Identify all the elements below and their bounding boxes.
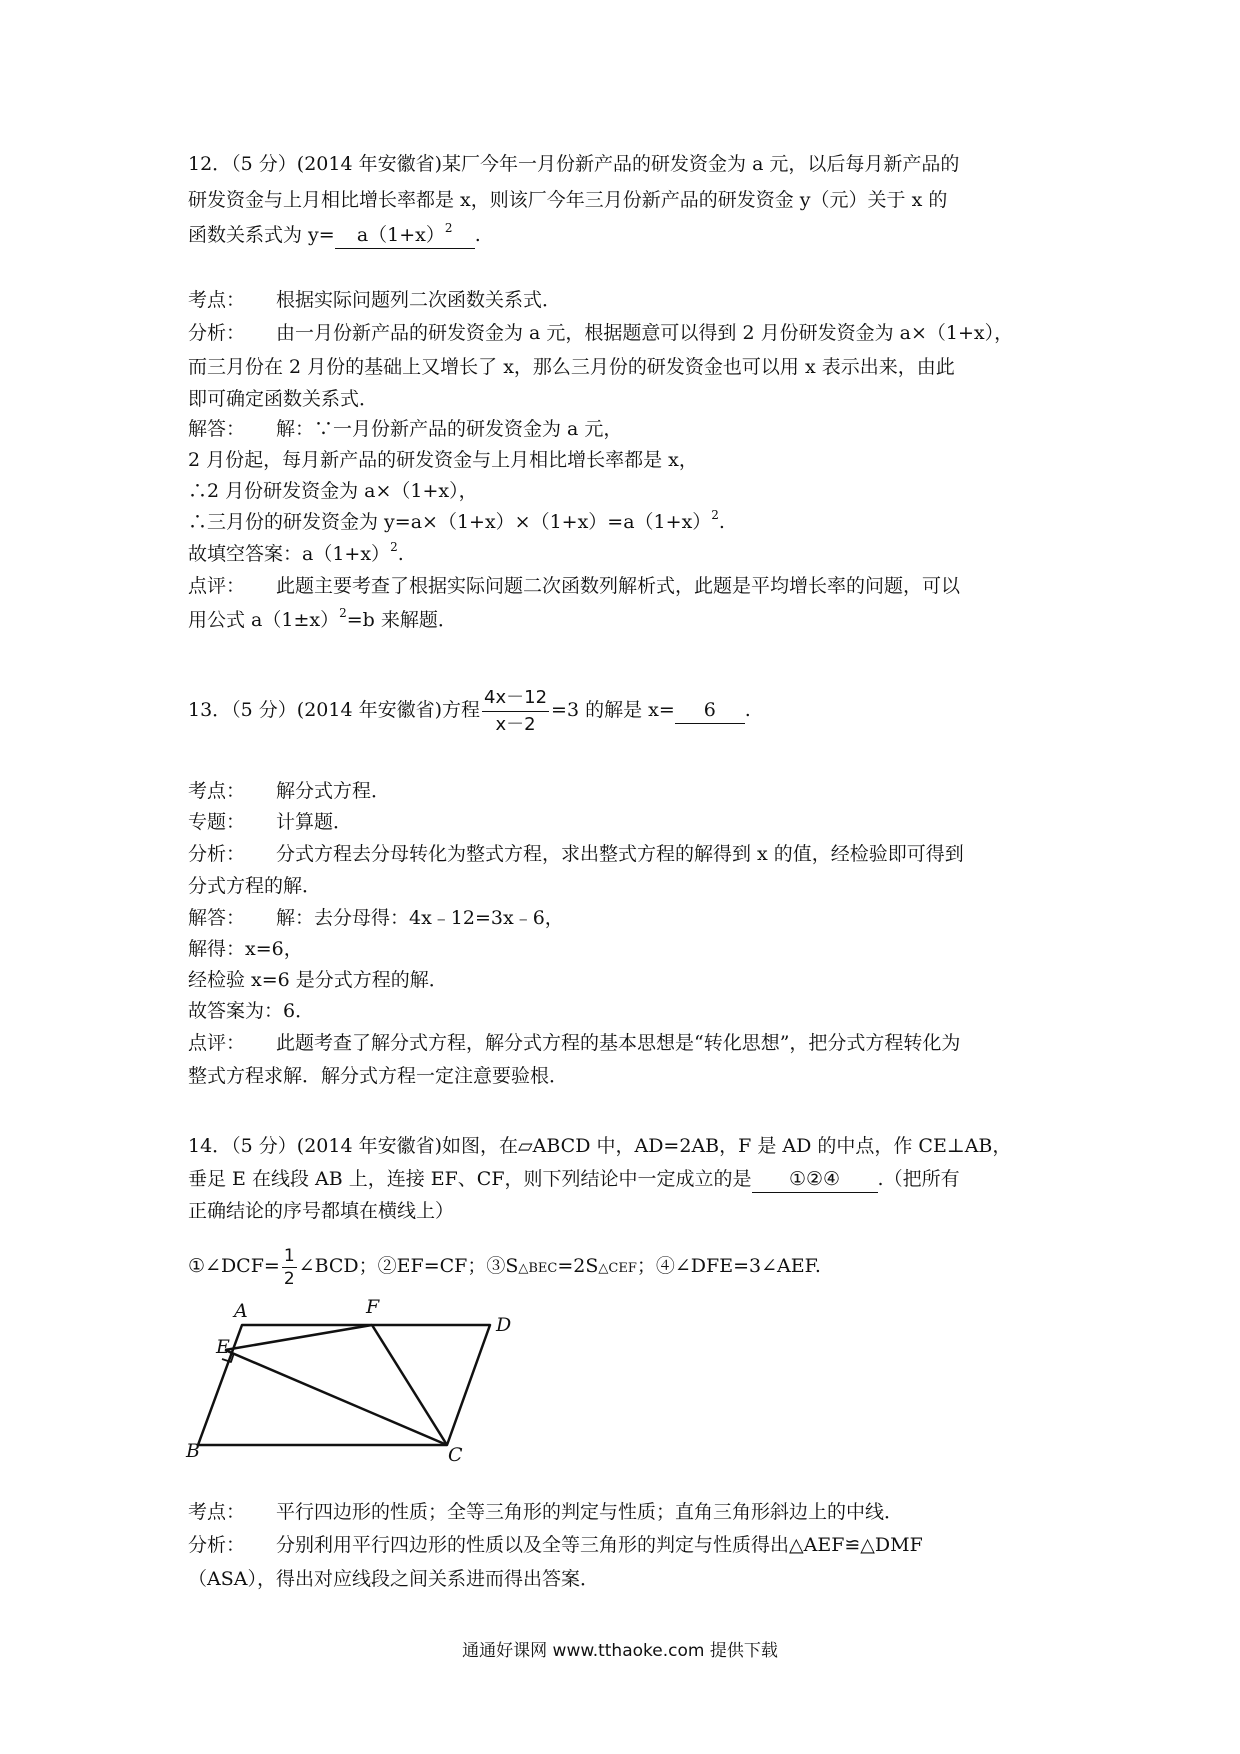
fenxi-text: 分式方程的解． — [188, 875, 322, 897]
q12-jieda-3 — [188, 477, 478, 505]
fenxi-text: 由一月份新产品的研发资金为 a 元，根据题意可以得到 2 月份研发资金为 a×（1+x）， — [276, 322, 1014, 344]
jieda-text: 解得：x=6， — [188, 938, 303, 960]
q12-answer: a（1+x） — [356, 224, 445, 246]
parallelogram-figure — [180, 1295, 520, 1465]
q14-fenxi-2 — [188, 1565, 599, 1593]
segment-fc — [372, 1325, 447, 1445]
q14-half-fraction — [282, 1245, 297, 1290]
fenxi-label: 分析： — [188, 843, 246, 865]
point-label-c: C — [448, 1444, 463, 1465]
q13-text: =3 的解是 x= — [551, 699, 675, 721]
q14-line-1 — [188, 1132, 1011, 1160]
fenxi-text: 而三月份在 2 月份的基础上又增长了 x，那么三月份的研发资金也可以用 x 表示出来，由此 — [188, 356, 955, 378]
q12-kaodian — [188, 286, 561, 314]
q12-fenxi-1 — [188, 319, 1013, 347]
jieda-text: 故答案为：6． — [188, 1000, 315, 1022]
q12-line-3 — [188, 221, 481, 249]
q12-jieda-4 — [188, 508, 725, 536]
q14-option-text: ；④∠DFE=3∠AEF. — [636, 1255, 821, 1277]
q12-jieda-1 — [188, 415, 622, 443]
q13-answer-blank — [675, 697, 745, 724]
q12-dianping-1 — [188, 572, 960, 600]
q14-answer: ①②④ — [788, 1168, 841, 1190]
q14-fenxi-1 — [188, 1531, 923, 1559]
point-label-a: A — [234, 1300, 248, 1322]
fraction-numerator: 1 — [283, 1245, 295, 1266]
q14-text-2b: .（把所有 — [877, 1168, 960, 1190]
dianping-text: 用公式 a（1±x） — [188, 609, 340, 631]
q12-fenxi-3 — [188, 385, 378, 413]
dianping-text: 整式方程求解．解分式方程一定注意要验根． — [188, 1065, 569, 1087]
q13-jieda-1 — [188, 904, 564, 932]
jieda-text: 解：去分母得：4x﹣12=3x﹣6， — [276, 907, 564, 929]
q14-text-2: 垂足 E 在线段 AB 上，连接 EF、CF，则下列结论中一定成立的是 — [188, 1168, 752, 1190]
q13-period: . — [744, 699, 751, 721]
segment-ec — [225, 1350, 447, 1445]
q13-dianping-2 — [188, 1062, 568, 1090]
q12-period: . — [474, 224, 481, 246]
q12-text-2: 研发资金与上月相比增长率都是 x，则该厂今年三月份新产品的研发资金 y（元）关于 x 的 — [188, 189, 948, 211]
q14-kaodian — [188, 1498, 903, 1526]
dianping-label: 点评： — [188, 1032, 246, 1054]
kaodian-text: 根据实际问题列二次函数关系式． — [276, 289, 562, 311]
q12-line-2 — [188, 186, 947, 214]
q13-fenxi-2 — [188, 872, 321, 900]
subscript: △BEC — [518, 1261, 558, 1276]
q14-option-text: ①∠DCF= — [188, 1255, 280, 1277]
fraction-numerator: 4x－12 — [482, 685, 549, 712]
kaodian-label: 考点： — [188, 1501, 246, 1523]
dianping-label: 点评： — [188, 575, 246, 597]
q14-text-3: 正确结论的序号都填在横线上） — [188, 1200, 455, 1222]
q14-text-1: 14．（5 分）(2014 年安徽省)如图，在▱ABCD 中，AD=2AB，F 是 AD 的中点，作 CE⊥AB， — [188, 1135, 1012, 1157]
dianping-text: 此题主要考查了根据实际问题二次函数列解析式，此题是平均增长率的问题，可以 — [276, 575, 961, 597]
point-label-b: B — [186, 1440, 200, 1462]
exponent: 2 — [390, 540, 398, 554]
exponent: 2 — [339, 606, 347, 620]
fenxi-label: 分析： — [188, 322, 246, 344]
fraction-denominator: x－2 — [495, 713, 536, 735]
fenxi-text: 分别利用平行四边形的性质以及全等三角形的判定与性质得出△AEF≌△DMF — [276, 1534, 923, 1556]
q12-dianping-2 — [188, 606, 457, 634]
jieda-text: 解：∵一月份新产品的研发资金为 a 元， — [276, 418, 623, 440]
period: . — [718, 511, 725, 533]
q13-kaodian — [188, 777, 390, 805]
q13-dianping-1 — [188, 1029, 960, 1057]
q12-text-3: 函数关系式为 y= — [188, 224, 335, 246]
jieda-text: 经检验 x=6 是分式方程的解． — [188, 969, 448, 991]
fraction-denominator: 2 — [283, 1268, 295, 1289]
q12-answer-exponent: 2 — [444, 221, 453, 235]
q12-jieda-2 — [188, 446, 698, 474]
q13-jieda-4 — [188, 997, 314, 1025]
exponent: 2 — [711, 508, 719, 522]
dianping-text: =b 来解题． — [346, 609, 457, 631]
q13-fraction — [482, 685, 549, 738]
parallelogram-abcd — [198, 1325, 490, 1445]
q13-fenxi-1 — [188, 840, 964, 868]
q13-line — [188, 680, 751, 740]
q13-zhuanti — [188, 808, 352, 836]
segment-ef — [225, 1325, 372, 1350]
q13-jieda-3 — [188, 966, 448, 994]
jieda-text: ∴2 月份研发资金为 a×（1+x）， — [188, 480, 478, 502]
q12-answer-blank — [335, 222, 475, 249]
q13-answer: 6 — [703, 699, 716, 721]
jieda-text: 2 月份起，每月新产品的研发资金与上月相比增长率都是 x， — [188, 449, 698, 471]
q14-line-3 — [188, 1197, 454, 1225]
period: . — [397, 543, 404, 565]
q14-line-2 — [188, 1165, 960, 1193]
q13-jieda-2 — [188, 935, 303, 963]
jieda-label: 解答： — [188, 418, 246, 440]
jieda-label: 解答： — [188, 907, 246, 929]
kaodian-label: 考点： — [188, 780, 246, 802]
kaodian-text: 解分式方程． — [276, 780, 391, 802]
zhuanti-text: 计算题． — [276, 811, 353, 833]
point-label-f: F — [366, 1296, 380, 1318]
subscript: △CEF — [598, 1261, 637, 1276]
q13-text: 13．（5 分）(2014 年安徽省)方程 — [188, 699, 481, 721]
zhuanti-label: 专题： — [188, 811, 246, 833]
q14-option-text: ∠BCD；②EF=CF；③S — [298, 1255, 519, 1277]
point-label-e: E — [216, 1336, 230, 1358]
q14-options — [188, 1238, 821, 1297]
q14-answer-blank — [752, 1166, 878, 1193]
q12-line-1 — [188, 150, 959, 178]
kaodian-label: 考点： — [188, 289, 246, 311]
fenxi-text: （ASA），得出对应线段之间关系进而得出答案． — [188, 1568, 599, 1590]
fenxi-text: 分式方程去分母转化为整式方程，求出整式方程的解得到 x 的值，经检验即可得到 — [276, 843, 964, 865]
q14-option-text: =2S — [557, 1255, 599, 1277]
q12-text-1: 12．（5 分）(2014 年安徽省)某厂今年一月份新产品的研发资金为 a 元，以后每月新产品的 — [188, 153, 960, 175]
q12-jieda-5 — [188, 540, 404, 568]
fenxi-text: 即可确定函数关系式． — [188, 388, 379, 410]
jieda-text: ∴三月份的研发资金为 y=a×（1+x）×（1+x）=a（1+x） — [188, 511, 712, 533]
point-label-d: D — [496, 1314, 512, 1336]
fenxi-label: 分析： — [188, 1534, 246, 1556]
kaodian-text: 平行四边形的性质；全等三角形的判定与性质；直角三角形斜边上的中线． — [276, 1501, 904, 1523]
jieda-text: 故填空答案：a（1+x） — [188, 543, 391, 565]
footer-watermark: 通通好课网 www.tthaoke.com 提供下载 — [462, 1641, 778, 1661]
q12-fenxi-2 — [188, 353, 955, 381]
dianping-text: 此题考查了解分式方程，解分式方程的基本思想是“转化思想”，把分式方程转化为 — [276, 1032, 961, 1054]
